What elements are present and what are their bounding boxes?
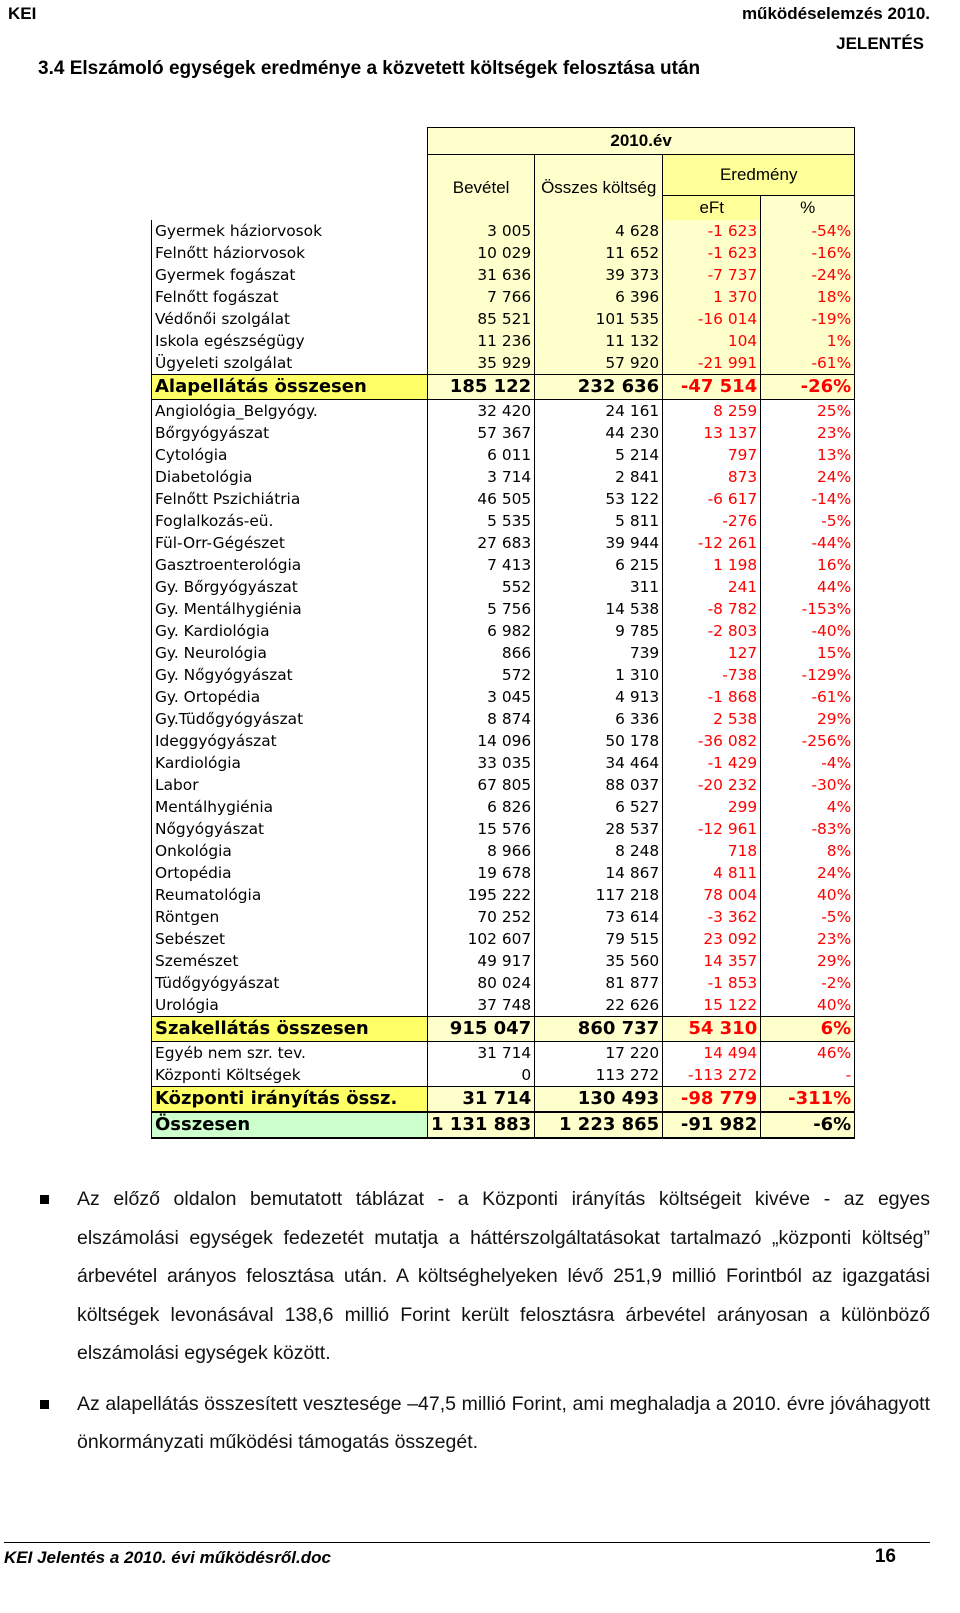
row-label: Egyéb nem szr. tev. [152,1042,428,1065]
result-eft-cell: 873 [663,466,761,488]
table-row [152,576,855,598]
result-eft-cell: 54 310 [663,1017,761,1042]
section-title: 3.4 Elszámoló egységek eredménye a közvetett költségek felosztása után [38,58,701,79]
cost-cell: 14 538 [535,598,663,620]
revenue-cell: 10 029 [428,242,535,264]
revenue-cell: 3 714 [428,466,535,488]
row-label: Röntgen [152,906,428,928]
table-row [152,1017,855,1042]
cost-cell: 39 373 [535,264,663,286]
result-eft-cell: -1 868 [663,686,761,708]
revenue-cell: 6 826 [428,796,535,818]
revenue-cell: 85 521 [428,308,535,330]
revenue-cell: 31 636 [428,264,535,286]
result-eft-cell: 8 259 [663,400,761,423]
result-pct-cell: -61% [761,686,855,708]
result-pct-cell: -256% [761,730,855,752]
cost-cell: 5 811 [535,510,663,532]
cost-cell: 9 785 [535,620,663,642]
header-right: működéselemzés 2010. [741,4,930,23]
result-pct-cell: 44% [761,576,855,598]
result-pct-cell: -83% [761,818,855,840]
result-pct-cell: -4% [761,752,855,774]
cost-cell: 57 920 [535,352,663,375]
table-row [152,375,855,400]
table-row [152,444,855,466]
bullet-square-icon [40,1195,49,1204]
result-eft-cell: -12 961 [663,818,761,840]
result-pct-cell: -44% [761,532,855,554]
cost-cell: 22 626 [535,994,663,1017]
notes [38,1180,930,1474]
revenue-cell: 11 236 [428,330,535,352]
result-eft-cell: 241 [663,576,761,598]
table-row [152,620,855,642]
note-item [38,1180,930,1373]
result-eft-cell: -1 429 [663,752,761,774]
cost-cell: 739 [535,642,663,664]
row-label: Mentálhygiénia [152,796,428,818]
table-row [152,994,855,1017]
result-eft-cell: 1 370 [663,286,761,308]
result-pct-cell: 40% [761,994,855,1017]
result-eft-cell: 14 494 [663,1042,761,1065]
cost-cell: 11 652 [535,242,663,264]
revenue-cell: 1 131 883 [428,1112,535,1138]
cost-cell: 6 527 [535,796,663,818]
row-label: Kardiológia [152,752,428,774]
row-label: Védőnői szolgálat [152,308,428,330]
result-eft-cell: -8 782 [663,598,761,620]
table-row [152,708,855,730]
cost-cell: 1 310 [535,664,663,686]
result-pct-cell: -5% [761,906,855,928]
note-text: Az alapellátás összesített vesztesége –47,5 millió Forint, ami meghaladja a 2010. évre jóváhagyott önkormányzati működési támogatás összegét. [77,1392,930,1453]
cost-cell: 5 214 [535,444,663,466]
result-header: Eredmény [663,155,855,196]
result-eft-cell: -21 991 [663,352,761,375]
result-pct-cell: 29% [761,708,855,730]
table-row [152,286,855,308]
result-pct-cell: 46% [761,1042,855,1065]
table-row [152,510,855,532]
revenue-cell: 552 [428,576,535,598]
row-label: Felnőtt háziorvosok [152,242,428,264]
row-label: Gy.Tüdőgyógyászat [152,708,428,730]
cost-cell: 73 614 [535,906,663,928]
row-label: Felnőtt fogászat [152,286,428,308]
row-label: Iskola egészségügy [152,330,428,352]
table-row [152,466,855,488]
cost-cell: 6 215 [535,554,663,576]
total-cost-header: Összes költség [535,155,663,221]
table-row [152,554,855,576]
result-eft-cell: 2 538 [663,708,761,730]
cost-cell: 34 464 [535,752,663,774]
row-label: Sebészet [152,928,428,950]
revenue-cell: 195 222 [428,884,535,906]
cost-cell: 88 037 [535,774,663,796]
result-pct-cell: 8% [761,840,855,862]
revenue-cell: 49 917 [428,950,535,972]
cost-cell: 6 396 [535,286,663,308]
table-row [152,308,855,330]
result-eft-cell: 1 198 [663,554,761,576]
row-label: Központi Költségek [152,1064,428,1087]
revenue-cell: 80 024 [428,972,535,994]
result-pct-cell: -16% [761,242,855,264]
result-pct-cell: 1% [761,330,855,352]
row-label: Gasztroenterológia [152,554,428,576]
result-eft-cell: -6 617 [663,488,761,510]
result-eft-cell: -47 514 [663,375,761,400]
revenue-cell: 27 683 [428,532,535,554]
table-row [152,220,855,242]
result-eft-cell: 299 [663,796,761,818]
row-label: Központi irányítás össz. [152,1087,428,1113]
cost-cell: 860 737 [535,1017,663,1042]
result-pct-cell: -5% [761,510,855,532]
result-pct-cell: 25% [761,400,855,423]
cost-cell: 2 841 [535,466,663,488]
row-label: Bőrgyógyászat [152,422,428,444]
cost-cell: 11 132 [535,330,663,352]
cost-cell: 79 515 [535,928,663,950]
row-label: Labor [152,774,428,796]
table-row [152,400,855,423]
result-pct-cell: -14% [761,488,855,510]
revenue-cell: 572 [428,664,535,686]
revenue-cell: 185 122 [428,375,535,400]
result-pct-cell: - [761,1064,855,1087]
result-pct-cell: 16% [761,554,855,576]
revenue-cell: 31 714 [428,1042,535,1065]
revenue-cell: 7 766 [428,286,535,308]
cost-cell: 35 560 [535,950,663,972]
cost-cell: 50 178 [535,730,663,752]
revenue-cell: 35 929 [428,352,535,375]
row-label: Urológia [152,994,428,1017]
result-eft-cell: 127 [663,642,761,664]
table-row [152,1042,855,1065]
result-pct-cell: 15% [761,642,855,664]
table-row [152,242,855,264]
result-eft-cell: -1 623 [663,242,761,264]
result-pct-cell: 6% [761,1017,855,1042]
revenue-cell: 31 714 [428,1087,535,1113]
result-pct-cell: -6% [761,1112,855,1138]
result-eft-cell: -3 362 [663,906,761,928]
result-pct-cell: 23% [761,422,855,444]
result-pct-cell: 40% [761,884,855,906]
table-row [152,840,855,862]
result-eft-cell: 797 [663,444,761,466]
header-report-label: JELENTÉS [836,34,924,53]
row-label: Felnőtt Pszichiátria [152,488,428,510]
page-number: 16 [874,1546,896,1567]
revenue-cell: 6 011 [428,444,535,466]
revenue-cell: 70 252 [428,906,535,928]
table-row [152,950,855,972]
table-row [152,796,855,818]
table-row [152,642,855,664]
year-header: 2010.év [428,128,855,155]
cost-cell: 311 [535,576,663,598]
cost-cell: 53 122 [535,488,663,510]
result-pct-cell: -54% [761,220,855,242]
cost-cell: 8 248 [535,840,663,862]
revenue-cell: 33 035 [428,752,535,774]
table-body [152,220,855,1138]
row-label: Gy. Mentálhygiénia [152,598,428,620]
cost-cell: 4 628 [535,220,663,242]
table-row [152,862,855,884]
table-row [152,818,855,840]
table-row [152,264,855,286]
row-label: Angiológia_Belgyógy. [152,400,428,423]
result-pct-cell: 24% [761,466,855,488]
revenue-cell: 67 805 [428,774,535,796]
revenue-cell: 7 413 [428,554,535,576]
table-row [152,1112,855,1138]
result-eft-cell: 15 122 [663,994,761,1017]
cost-cell: 6 336 [535,708,663,730]
table-row [152,884,855,906]
row-label: Összesen [152,1112,428,1138]
result-pct-cell: -40% [761,620,855,642]
result-pct-cell: -19% [761,308,855,330]
revenue-cell: 915 047 [428,1017,535,1042]
row-label: Gyermek fogászat [152,264,428,286]
row-label: Szakellátás összesen [152,1017,428,1042]
row-label: Gy. Neurológia [152,642,428,664]
table-row [152,752,855,774]
footer-doc-name: KEI Jelentés a 2010. évi működésről.doc [4,1548,331,1567]
table-row [152,686,855,708]
result-pct-cell: 4% [761,796,855,818]
row-label: Gy. Nőgyógyászat [152,664,428,686]
revenue-cell: 6 982 [428,620,535,642]
row-label: Gyermek háziorvosok [152,220,428,242]
table-row [152,774,855,796]
cost-cell: 4 913 [535,686,663,708]
table-row [152,422,855,444]
row-label: Ügyeleti szolgálat [152,352,428,375]
result-eft-cell: -738 [663,664,761,686]
footer-divider [4,1542,930,1543]
result-eft-cell: 104 [663,330,761,352]
cost-cell: 44 230 [535,422,663,444]
row-label: Diabetológia [152,466,428,488]
result-eft-cell: -113 272 [663,1064,761,1087]
cost-cell: 232 636 [535,375,663,400]
bullet-square-icon [40,1400,49,1409]
revenue-cell: 5 756 [428,598,535,620]
result-eft-cell: -1 623 [663,220,761,242]
row-label: Gy. Ortopédia [152,686,428,708]
result-pct-cell: 18% [761,286,855,308]
revenue-cell: 14 096 [428,730,535,752]
revenue-cell: 102 607 [428,928,535,950]
row-label: Tüdőgyógyászat [152,972,428,994]
cost-cell: 130 493 [535,1087,663,1113]
table-row [152,532,855,554]
revenue-cell: 3 005 [428,220,535,242]
result-pct-cell: -61% [761,352,855,375]
result-pct-cell: -153% [761,598,855,620]
result-eft-cell: 23 092 [663,928,761,950]
revenue-cell: 19 678 [428,862,535,884]
revenue-cell: 37 748 [428,994,535,1017]
revenue-header: Bevétel [428,155,535,221]
result-eft-cell: 13 137 [663,422,761,444]
cost-cell: 101 535 [535,308,663,330]
table-row [152,352,855,375]
result-pct-cell: -30% [761,774,855,796]
revenue-cell: 8 874 [428,708,535,730]
row-label: Fül-Orr-Gégészet [152,532,428,554]
table-row [152,906,855,928]
result-eft-cell: 718 [663,840,761,862]
cost-cell: 24 161 [535,400,663,423]
row-label: Ortopédia [152,862,428,884]
row-label: Szemészet [152,950,428,972]
header-left: KEI [8,4,37,23]
result-eft-cell: -2 803 [663,620,761,642]
revenue-cell: 8 966 [428,840,535,862]
result-pct-cell: 24% [761,862,855,884]
revenue-cell: 0 [428,1064,535,1087]
result-eft-cell: -1 853 [663,972,761,994]
table-row [152,972,855,994]
result-pct-cell: -24% [761,264,855,286]
cost-cell: 28 537 [535,818,663,840]
cost-cell: 39 944 [535,532,663,554]
result-eft-cell: 4 811 [663,862,761,884]
result-pct-cell: -26% [761,375,855,400]
table-row [152,598,855,620]
row-label: Reumatológia [152,884,428,906]
revenue-cell: 57 367 [428,422,535,444]
result-eft-cell: 14 357 [663,950,761,972]
row-label: Gy. Bőrgyógyászat [152,576,428,598]
row-label: Cytológia [152,444,428,466]
row-label: Nőgyógyászat [152,818,428,840]
revenue-cell: 15 576 [428,818,535,840]
cost-cell: 117 218 [535,884,663,906]
row-label: Foglalkozás-eü. [152,510,428,532]
result-eft-cell: -16 014 [663,308,761,330]
revenue-cell: 3 045 [428,686,535,708]
note-text: Az előző oldalon bemutatott táblázat - a Központi irányítás költségeit kivéve - az egyes elszámolási egységek fedezetét mutatja a háttérszolgáltatásokat tartalmazó „központi költség” árbevétel arányos felosztása után. A költséghelyeken lévő 251,9 millió Forintból az igazgatási költségek levonásával 138,6 millió Forint került felosztásra árbevétel arányosan a különböző elszámolási egységek között. [77,1188,930,1364]
table-row [152,1087,855,1113]
cost-cell: 81 877 [535,972,663,994]
revenue-cell: 5 535 [428,510,535,532]
result-eft-cell: -98 779 [663,1087,761,1113]
pct-header: % [761,196,855,221]
cost-cell: 17 220 [535,1042,663,1065]
result-eft-cell: 78 004 [663,884,761,906]
eft-header: eFt [663,196,761,221]
cost-cell: 113 272 [535,1064,663,1087]
cost-cell: 14 867 [535,862,663,884]
result-eft-cell: -20 232 [663,774,761,796]
table-row [152,488,855,510]
result-pct-cell: -311% [761,1087,855,1113]
result-eft-cell: -276 [663,510,761,532]
revenue-cell: 32 420 [428,400,535,423]
result-pct-cell: -129% [761,664,855,686]
results-table [151,127,855,1139]
table-row [152,928,855,950]
table-row [152,1064,855,1087]
result-pct-cell: -2% [761,972,855,994]
row-label: Alapellátás összesen [152,375,428,400]
result-pct-cell: 13% [761,444,855,466]
result-eft-cell: -7 737 [663,264,761,286]
result-eft-cell: -91 982 [663,1112,761,1138]
note-item [38,1385,930,1462]
row-label: Ideggyógyászat [152,730,428,752]
table-row [152,664,855,686]
result-eft-cell: -12 261 [663,532,761,554]
result-pct-cell: 29% [761,950,855,972]
row-label: Onkológia [152,840,428,862]
table-row [152,330,855,352]
revenue-cell: 46 505 [428,488,535,510]
table-row [152,730,855,752]
row-label: Gy. Kardiológia [152,620,428,642]
result-eft-cell: -36 082 [663,730,761,752]
result-pct-cell: 23% [761,928,855,950]
cost-cell: 1 223 865 [535,1112,663,1138]
revenue-cell: 866 [428,642,535,664]
